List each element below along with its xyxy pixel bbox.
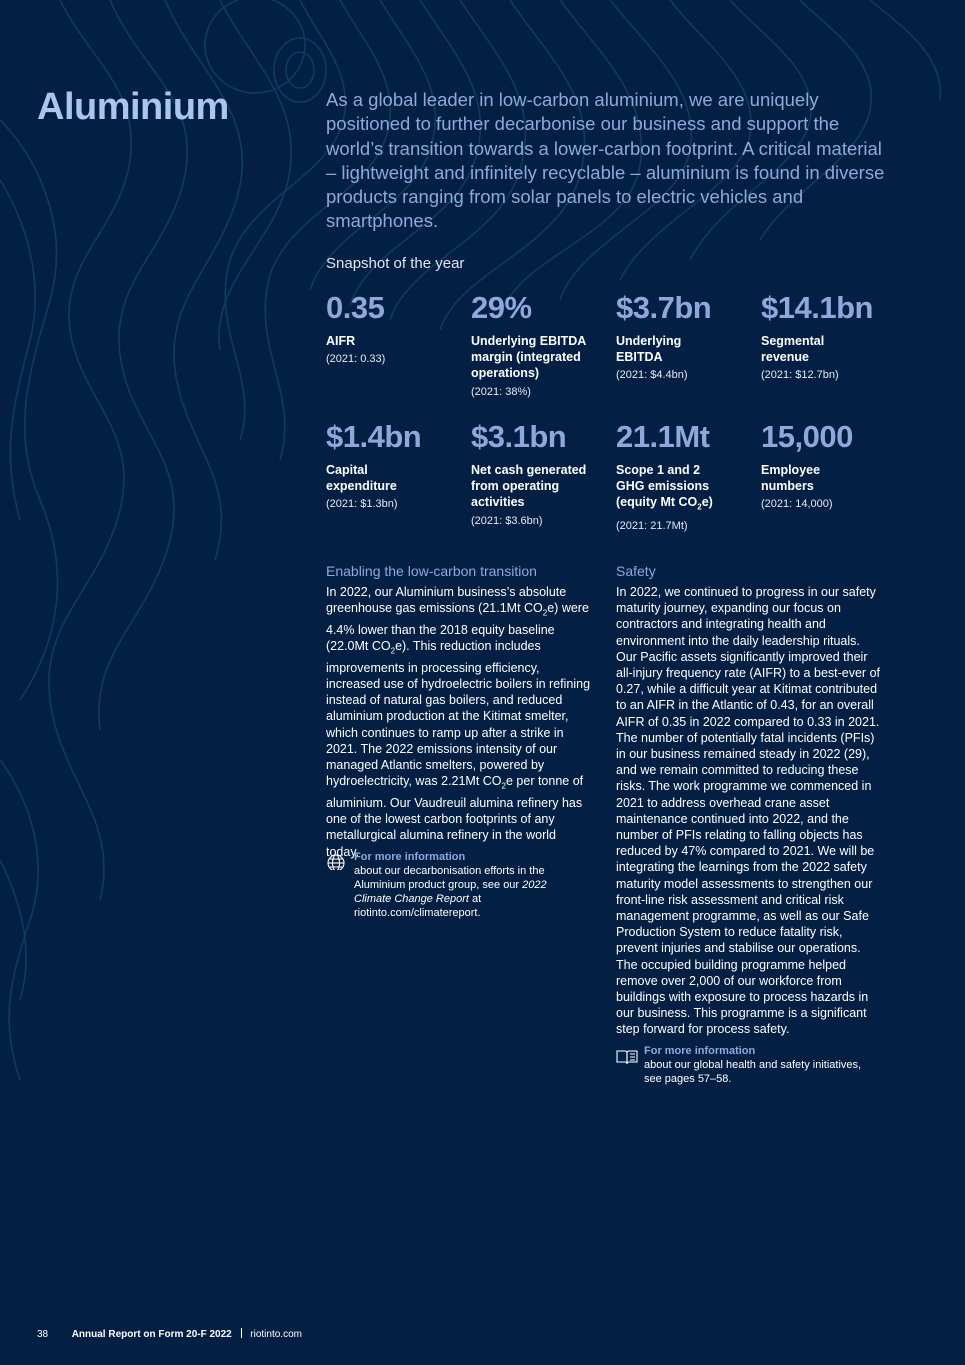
stat-previous: (2021: 14,000) bbox=[761, 498, 833, 511]
stat-value: $14.1bn bbox=[761, 290, 873, 325]
info-heading: For more information bbox=[354, 851, 466, 863]
stat-net-cash bbox=[471, 420, 596, 528]
stat-value: 0.35 bbox=[326, 290, 385, 325]
stat-value: $3.1bn bbox=[471, 419, 567, 454]
stat-label: Employee numbers bbox=[761, 463, 821, 494]
stat-underlying-ebitda bbox=[616, 291, 716, 382]
stat-aifr bbox=[326, 291, 461, 366]
stat-previous: (2021: $4.4bn) bbox=[616, 369, 688, 382]
stat-ghg-emissions bbox=[616, 420, 731, 533]
info-body: about our global health and safety initiatives, see pages 57–58. bbox=[644, 1059, 862, 1085]
stat-label: Capital expenditure bbox=[326, 463, 397, 494]
climate-report-info bbox=[326, 850, 556, 920]
website-link[interactable]: riotinto.com bbox=[250, 1329, 302, 1340]
stat-ebitda-margin bbox=[471, 291, 596, 399]
stat-value: 21.1Mt bbox=[616, 419, 710, 454]
stat-label: AIFR bbox=[326, 334, 356, 348]
page-number: 38 bbox=[37, 1329, 49, 1340]
stat-value: 29% bbox=[471, 290, 532, 325]
snapshot-heading: Snapshot of the year bbox=[326, 255, 465, 272]
stat-value: 15,000 bbox=[761, 419, 853, 454]
page-title: Aluminium bbox=[37, 86, 229, 128]
stat-previous: (2021: $3.6bn) bbox=[471, 514, 543, 527]
stat-previous: (2021: $1.3bn) bbox=[326, 498, 398, 511]
report-name: Annual Report on Form 20-F 2022 bbox=[71, 1329, 232, 1340]
safety-body: In 2022, we continued to progress in our safety maturity journey, expanding our focus on contractors and integrating health and environment into the daily leadership rituals. Our Pacific assets significantly improved their all-injury frequency rate (AIFR) to a best-ever of 0.27, while a difficult year at Kitimat contributed to an AIFR in the Atlantic of 0.43, for an overall AIFR of 0.35 in 2022 compared to 0.33 in 2021. The number of potentially fatal incidents (PFIs) in our business remained steady in 2022 (29), and we remain committed to reducing these risks. The work programme we commenced in 2021 to address overhead crane asset maintenance continued into 2022, and the number of PFIs relating to falling objects has reduced by 47% compared to 2021. We will be integrating the learnings from the 2022 safety maturity model assessments to strengthen our front-line risk assessment and critical risk management programme, as well as our Safe Production System to reduce fatality risk, prevent injuries and stabilise our operations. The occupied building programme helped remove over 2,000 of our workforce from buildings with exposure to process hazards in our business. This programme is a significant step forward for process safety. bbox=[616, 585, 880, 1037]
intro-paragraph: As a global leader in low-carbon aluminium, we are uniquely positioned to further decarbonise our business and support the world’s transition towards a lower-carbon footprint. A critical material – lightweight and infinitely recyclable – aluminium is found in diverse products ranging from solar panels to electric vehicles and smartphones. bbox=[326, 89, 885, 232]
low-carbon-heading: Enabling the low-carbon transition bbox=[326, 563, 537, 579]
safety-heading: Safety bbox=[616, 563, 656, 579]
footer-divider bbox=[241, 1328, 242, 1338]
stat-previous: (2021: 21.7Mt) bbox=[616, 520, 688, 533]
stat-value: $3.7bn bbox=[616, 290, 712, 325]
info-body: about our decarbonisation efforts in the Aluminium product group, see our 2022 Climate Change Report at riotinto.com/climatereport. bbox=[354, 865, 547, 919]
stat-label: Scope 1 and 2 GHG emissions (equity Mt $CO_2e$) bbox=[616, 463, 713, 512]
stat-value: $1.4bn bbox=[326, 419, 422, 454]
stat-previous: (2021: 0.33) bbox=[326, 353, 386, 366]
stat-label: Underlying EBITDA bbox=[616, 334, 682, 365]
stat-employees bbox=[761, 420, 861, 511]
page-footer bbox=[37, 1328, 302, 1340]
info-heading: For more information bbox=[644, 1045, 756, 1057]
stat-capital-expenditure bbox=[326, 420, 436, 511]
low-carbon-body: In 2022, our Aluminium business’s absolute greenhouse gas emissions (21.1Mt $CO_2e$) were 4.4% lower than the 2018 equity baseline (22.0Mt $CO_2e$). This reduction includes improvements in processing efficiency, increased use of hydroelectric boilers in refining instead of natural gas boilers, and reduced aluminium production at the Kitimat smelter, which continues to ramp up after a strike in 2021. The 2022 emissions intensity of our managed Atlantic smelters, powered by hydroelectricity, was 2.21Mt $CO_2e$ per tonne of aluminium. Our Vaudreuil alumina refinery has one of the lowest carbon footprints of any metallurgical alumina refinery in the world today. bbox=[326, 585, 591, 859]
stat-label: Segmental revenue bbox=[761, 334, 825, 365]
book-icon bbox=[616, 1044, 638, 1064]
stat-previous: (2021: 38%) bbox=[471, 385, 531, 398]
stat-label: Net cash generated from operating activities bbox=[471, 463, 587, 510]
globe-icon bbox=[326, 850, 346, 870]
stat-previous: (2021: $12.7bn) bbox=[761, 369, 839, 382]
stat-label: Underlying EBITDA margin (integrated operations) bbox=[471, 334, 586, 381]
safety-info bbox=[616, 1044, 866, 1086]
stat-segmental-revenue bbox=[761, 290, 873, 382]
